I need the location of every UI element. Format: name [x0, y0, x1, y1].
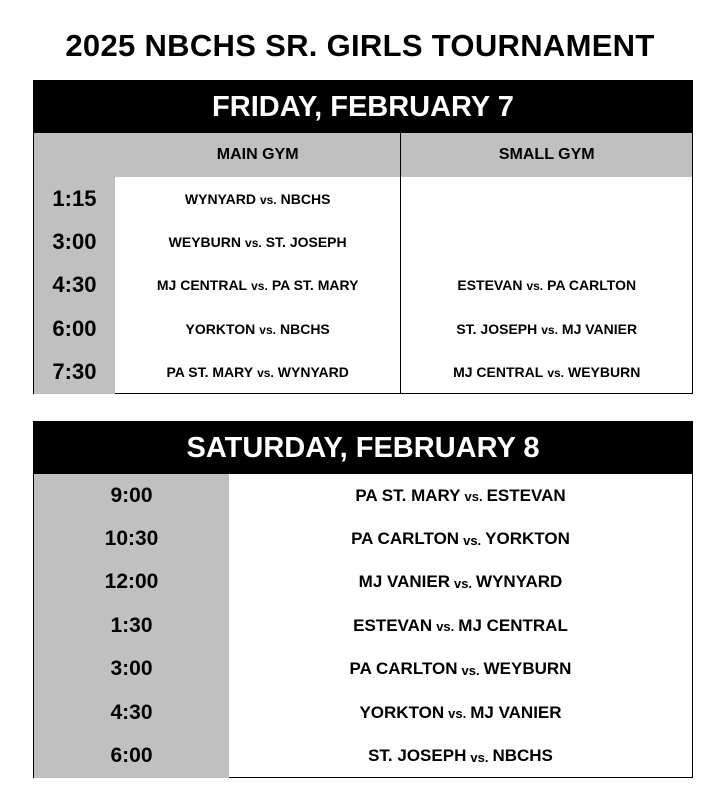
away-team: WEYBURN [568, 364, 641, 381]
home-team: MJ CENTRAL [156, 277, 248, 294]
game-time: 7:30 [34, 351, 115, 394]
small-gym-header: SMALL GYM [400, 133, 692, 177]
game-time: 12:00 [34, 561, 229, 604]
small-gym-game [400, 351, 692, 394]
main-gym-game [115, 307, 401, 350]
game-row [34, 734, 692, 777]
versus-label: vs. [251, 279, 268, 294]
game-matchup [229, 561, 692, 604]
home-team: WYNYARD [184, 190, 256, 207]
small-gym-empty [400, 177, 692, 220]
versus-label: vs. [257, 366, 274, 381]
home-team: PA CARLTON [351, 529, 460, 549]
game-time: 9:00 [34, 474, 229, 517]
home-team: YORKTON [185, 320, 256, 337]
game-time: 6:00 [34, 734, 229, 777]
versus-label: vs. [448, 706, 467, 722]
game-time: 1:15 [34, 177, 115, 220]
versus-label: vs. [259, 192, 277, 207]
home-team: WEYBURN [168, 234, 242, 251]
game-row [34, 351, 692, 394]
game-row [34, 177, 692, 220]
time-column-header [34, 133, 115, 177]
versus-label: vs. [259, 322, 276, 337]
main-gym-header: MAIN GYM [115, 133, 401, 177]
away-team: MJ VANIER [470, 702, 562, 722]
main-gym-game [115, 351, 401, 394]
game-time: 3:00 [34, 648, 229, 691]
home-team: MJ CENTRAL [453, 364, 544, 381]
home-team: PA ST. MARY [355, 485, 461, 505]
game-row [34, 604, 692, 647]
friday-schedule [33, 80, 693, 394]
game-row [34, 220, 692, 263]
versus-label: vs. [470, 749, 489, 765]
home-team: PA ST. MARY [166, 364, 254, 381]
game-row [34, 264, 692, 307]
versus-label: vs. [541, 322, 558, 337]
game-matchup [229, 517, 692, 560]
game-row [34, 561, 692, 604]
main-gym-game [115, 220, 401, 263]
home-team: MJ VANIER [358, 572, 450, 592]
small-gym-game [400, 307, 692, 350]
game-row [34, 474, 692, 517]
away-team: WYNYARD [277, 364, 349, 381]
versus-label: vs. [547, 366, 564, 381]
game-time: 3:00 [34, 220, 115, 263]
game-matchup [229, 604, 692, 647]
game-matchup [229, 691, 692, 734]
game-time: 6:00 [34, 307, 115, 350]
away-team: WEYBURN [483, 659, 572, 679]
game-matchup [229, 734, 692, 777]
away-team: NBCHS [280, 190, 331, 207]
away-team: ESTEVAN [486, 485, 566, 505]
away-team: MJ VANIER [561, 320, 638, 337]
friday-game-list [34, 177, 692, 394]
game-time: 10:30 [34, 517, 229, 560]
game-matchup [229, 648, 692, 691]
away-team: NBCHS [279, 320, 330, 337]
versus-label: vs. [245, 236, 262, 251]
page-title: 2025 NBCHS SR. GIRLS TOURNAMENT [65, 28, 655, 63]
away-team: NBCHS [492, 746, 553, 766]
game-time: 1:30 [34, 604, 229, 647]
away-team: WYNYARD [476, 572, 563, 592]
home-team: PA CARLTON [349, 659, 458, 679]
versus-label: vs. [526, 279, 544, 294]
game-row [34, 648, 692, 691]
saturday-game-list [34, 474, 692, 778]
away-team: PA ST. MARY [271, 277, 359, 294]
saturday-header: SATURDAY, FEBRUARY 8 [34, 422, 692, 474]
away-team: YORKTON [485, 529, 570, 549]
small-gym-empty [400, 220, 692, 263]
friday-header: FRIDAY, FEBRUARY 7 [34, 81, 692, 133]
main-gym-game [115, 264, 401, 307]
game-time: 4:30 [34, 691, 229, 734]
home-team: YORKTON [359, 702, 445, 722]
main-gym-game [115, 177, 401, 220]
away-team: PA CARLTON [547, 277, 637, 294]
game-matchup [229, 474, 692, 517]
versus-label: vs. [461, 662, 480, 678]
away-team: ST. JOSEPH [265, 234, 347, 251]
away-team: MJ CENTRAL [458, 615, 568, 635]
game-time: 4:30 [34, 264, 115, 307]
game-row [34, 691, 692, 734]
versus-label: vs. [464, 489, 483, 505]
small-gym-game [400, 264, 692, 307]
game-row [34, 307, 692, 350]
home-team: ESTEVAN [457, 277, 523, 294]
column-header-row [34, 133, 692, 177]
versus-label: vs. [436, 619, 455, 635]
home-team: ST. JOSEPH [456, 320, 538, 337]
saturday-schedule [33, 421, 693, 778]
versus-label: vs. [463, 532, 482, 548]
home-team: ESTEVAN [353, 615, 433, 635]
versus-label: vs. [453, 575, 473, 591]
home-team: ST. JOSEPH [368, 746, 467, 766]
game-row [34, 517, 692, 560]
